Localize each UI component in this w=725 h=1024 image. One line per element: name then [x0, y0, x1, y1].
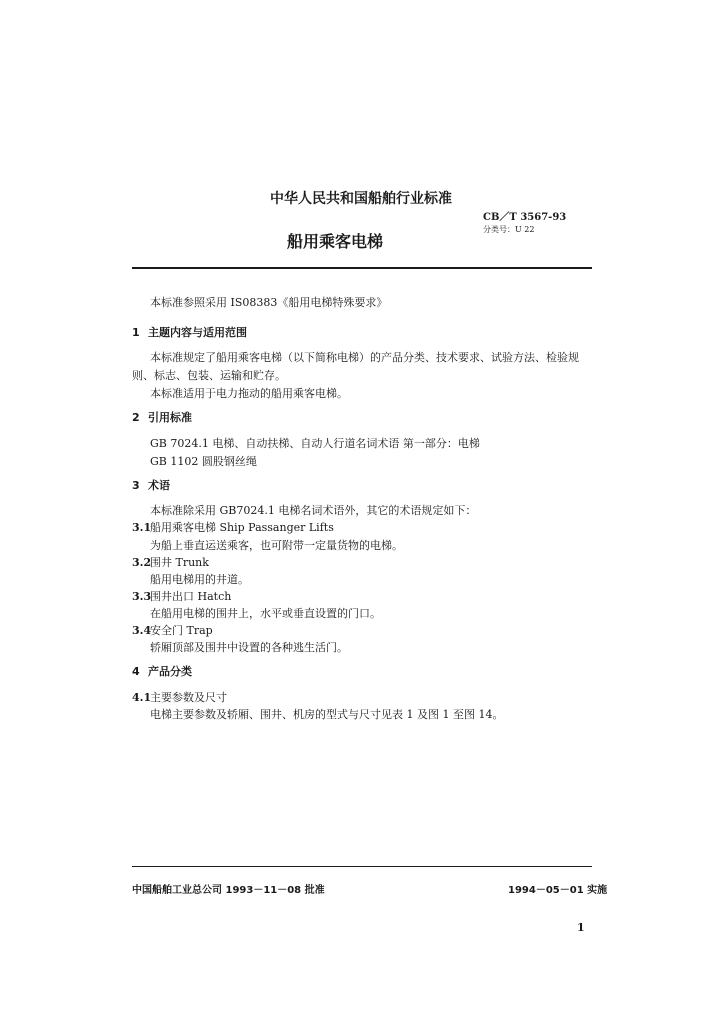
- term-3-4-number: 3.4: [132, 624, 152, 637]
- term-3-1-name: 船用乘客电梯 Ship Passanger Lifts: [150, 521, 334, 534]
- header-divider: [132, 267, 592, 269]
- term-3-1-number: 3.1: [132, 521, 152, 534]
- term-3-1-definition: 为船上垂直运送乘客，也可附带一定量货物的电梯。: [150, 539, 403, 552]
- classification-number: 分类号：U 22: [483, 225, 535, 234]
- section-4-number: 4: [132, 665, 140, 678]
- term-3-4-name: 安全门 Trap: [150, 624, 213, 637]
- intro-text: 本标准参照采用 IS08383《船用电梯特殊要求》: [150, 296, 388, 309]
- document-title: 船用乘客电梯: [287, 232, 384, 251]
- section-1-number: 1: [132, 326, 140, 339]
- term-3-3-name: 围井出口 Hatch: [150, 590, 232, 603]
- section-1-paragraph-line1: 本标准规定了船用乘客电梯（以下简称电梯）的产品分类、技术要求、试验方法、检验规: [150, 351, 579, 364]
- term-3-2-number: 3.2: [132, 556, 152, 569]
- section-1-paragraph-line2: 则、标志、包装、运输和贮存。: [132, 369, 286, 382]
- effective-date: 1994－05－01 实施: [508, 885, 608, 896]
- term-3-3-number: 3.3: [132, 590, 152, 603]
- subsection-4-1-text: 电梯主要参数及轿厢、围井、机房的型式与尺寸见表 1 及图 1 至图 14。: [150, 708, 504, 721]
- section-3-intro: 本标准除采用 GB7024.1 电梯名词术语外，其它的术语规定如下：: [150, 504, 477, 517]
- subsection-4-1-number: 4.1: [132, 691, 152, 704]
- section-4-title: 产品分类: [148, 665, 192, 678]
- footer-divider: [132, 866, 592, 867]
- section-1-paragraph-2: 本标准适用于电力拖动的船用乘客电梯。: [150, 387, 348, 400]
- reference-1: GB 7024.1 电梯、自动扶梯、自动人行道名词术语 第一部分：电梯: [150, 437, 480, 450]
- term-3-3-definition: 在船用电梯的围井上，水平或垂直设置的门口。: [150, 607, 381, 620]
- reference-2: GB 1102 圆股钢丝绳: [150, 455, 257, 468]
- section-2-title: 引用标准: [148, 411, 192, 424]
- section-3-number: 3: [132, 479, 140, 492]
- section-3-title: 术语: [148, 479, 170, 492]
- term-3-2-name: 围井 Trunk: [150, 556, 209, 569]
- section-1-title: 主题内容与适用范围: [148, 326, 247, 339]
- page-number: 1: [577, 921, 585, 934]
- standard-number: CB／T 3567-93: [483, 212, 567, 223]
- subsection-4-1-title: 主要参数及尺寸: [150, 691, 227, 704]
- organization-title: 中华人民共和国船舶行业标准: [270, 191, 452, 207]
- approval-statement: 中国船舶工业总公司 1993－11－08 批准: [132, 885, 325, 896]
- section-2-number: 2: [132, 411, 140, 424]
- term-3-4-definition: 轿厢顶部及围井中设置的各种逃生活门。: [150, 641, 348, 654]
- term-3-2-definition: 船用电梯用的井道。: [150, 573, 249, 586]
